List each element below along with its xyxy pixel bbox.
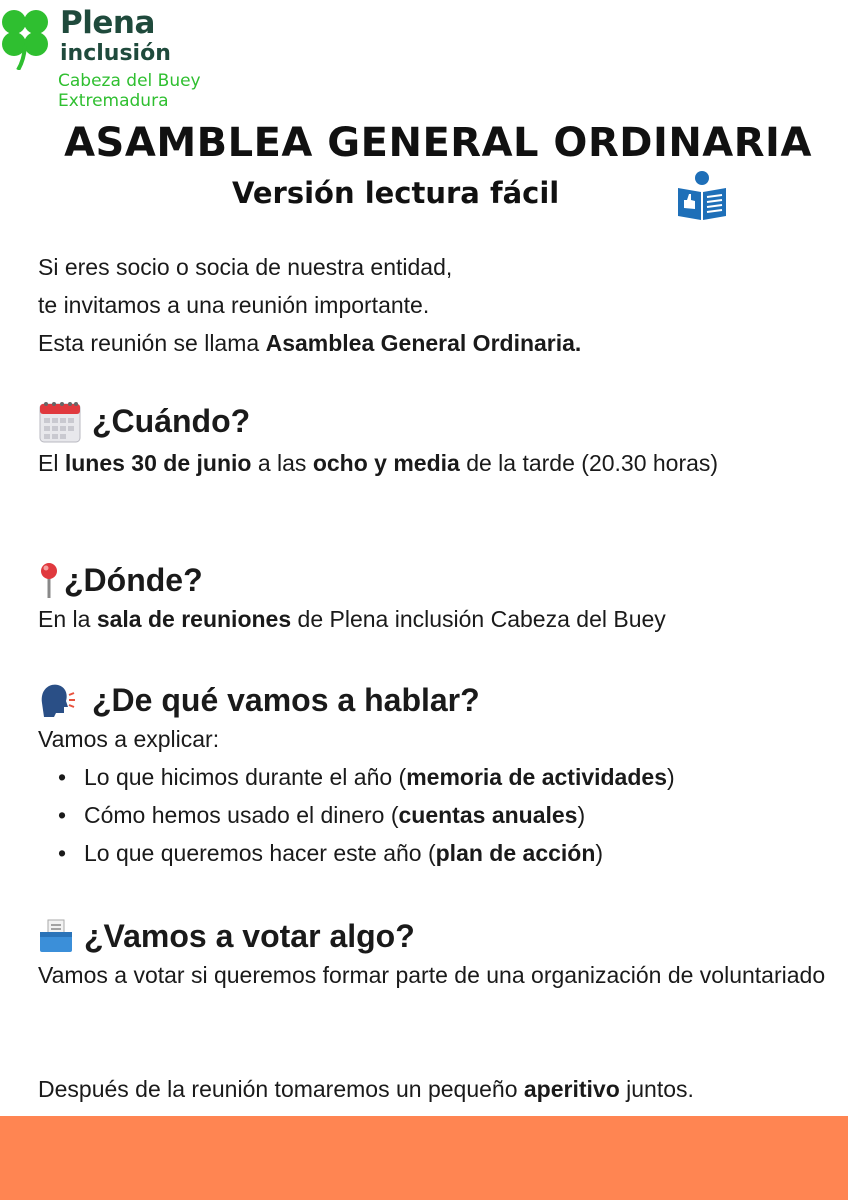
topics-list [38, 758, 828, 872]
topics-heading [38, 680, 828, 720]
logo-place-line2: Extremadura [58, 91, 169, 111]
topics-section [38, 680, 828, 872]
easy-read-icon [676, 170, 728, 220]
when-text: El lunes 30 de junio a las ocho y media de la tarde (20.30 horas) [38, 450, 719, 476]
intro-line [38, 324, 828, 362]
when-section [38, 398, 828, 482]
vote-heading [38, 916, 828, 956]
footer-bar [0, 1116, 848, 1200]
after-text: Después de la reunión tomaremos un pequeño aperitivo juntos. [38, 1076, 694, 1102]
topics-intro: Vamos a explicar: [38, 726, 220, 752]
intro-text: Esta reunión se llama [38, 330, 266, 356]
intro-section [38, 248, 828, 362]
intro-bold: Asamblea General Ordinaria. [265, 330, 582, 356]
logo-sub: inclusión [60, 41, 171, 66]
logo [0, 4, 230, 114]
list-item: • Lo que queremos hacer este año (plan de acción) [38, 834, 828, 872]
list-item: • Lo que hicimos durante el año (memoria de actividades) [38, 758, 828, 796]
when-heading-text: ¿Cuándo? [92, 403, 251, 439]
logo-name: Plena [60, 5, 155, 41]
when-heading [38, 398, 828, 444]
page-title: ASAMBLEA GENERAL ORDINARIA [64, 120, 812, 166]
speaking-head-icon [38, 681, 76, 719]
where-heading [38, 560, 828, 600]
after-section [38, 1070, 828, 1108]
where-section [38, 560, 828, 638]
where-heading-text: ¿Dónde? [64, 562, 203, 598]
ballot-box-icon [38, 918, 74, 954]
logo-place [58, 71, 201, 111]
vote-heading-text: ¿Vamos a votar algo? [84, 918, 415, 954]
page-subtitle: Versión lectura fácil [232, 176, 560, 210]
vote-text: Vamos a votar si queremos formar parte de una organización de voluntariado [38, 962, 826, 988]
intro-line: te invitamos a una reunión importante. [38, 292, 430, 318]
intro-line: Si eres socio o socia de nuestra entidad, [38, 254, 453, 280]
vote-section [38, 916, 828, 994]
pin-icon [38, 560, 60, 600]
list-item: • Cómo hemos usado el dinero (cuentas anuales) [38, 796, 828, 834]
where-text: En la sala de reuniones de Plena inclusión Cabeza del Buey [38, 606, 666, 632]
clover-icon [0, 8, 52, 70]
topics-heading-text: ¿De qué vamos a hablar? [92, 682, 480, 718]
logo-place-line1: Cabeza del Buey [58, 71, 201, 91]
calendar-icon [38, 398, 82, 444]
